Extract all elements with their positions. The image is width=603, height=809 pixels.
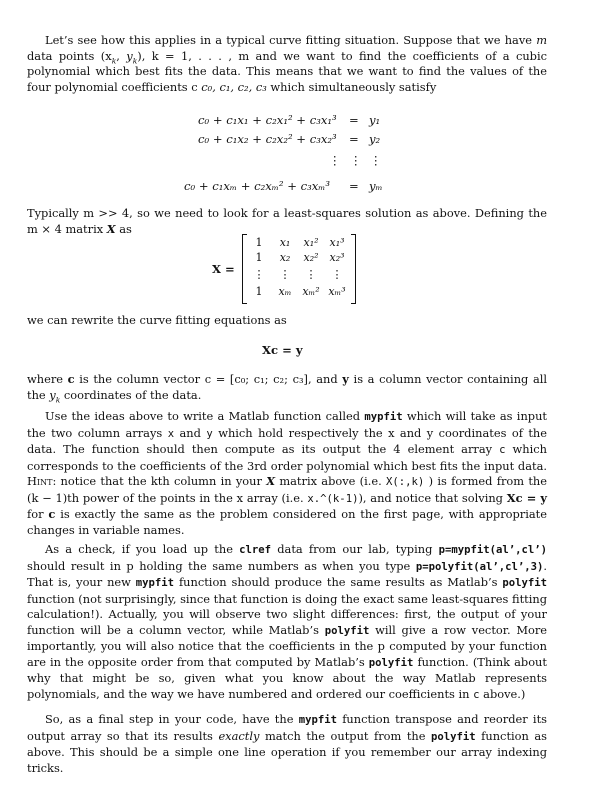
code-polyfit: polyfit <box>324 624 370 637</box>
use-text-5: which corresponds to the coefficients of the 3rd order polynomial which best fits the input data. <box>27 442 547 473</box>
intro-text: Let’s see how this applies in a typical curve fitting situation. Suppose that we have <box>45 33 533 47</box>
code-polyfit: polyfit <box>431 730 476 743</box>
matrix-cell: ⋮ <box>253 268 265 281</box>
intro-paragraph: Let’s see how this applies in a typical curve fitting situation. Suppose that we have m data points ($x_k$, $y_k$), k = 1, . . . , m and we want to find the coefficients of a cubic polynomial which best fits the data. This means that we want to find the values of the four polynomial coefficients c c₀, c₁, c₂, c₃ which simultaneously satisfy <box>27 33 547 94</box>
vdots-eq: ⋮ <box>350 153 362 167</box>
use-text-8: ) is formed from the (k − 1)th power of the points in the x array (i.e. <box>27 474 547 505</box>
where-paragraph: where c is the column vector c = [c₀; c₁; c₂; c₃], and y is a column vector containing all the $y_k$ coordinates of the data. <box>27 372 548 404</box>
matrix-x <box>242 234 356 302</box>
code-y: y <box>206 427 213 440</box>
final-text-4: function as above. This should be a simple one line operation if you remember our array indexing tricks. <box>27 728 547 775</box>
check-text-8: function. (Think about why that might be so, given what you know about the way Matlab represents polynomials, and the way we have numbered and ordered our coefficients in <box>27 654 547 701</box>
where-text-5: coordinates of the data. <box>63 387 202 402</box>
code-mypfit: mypfit <box>298 714 337 726</box>
matrix-cell: 1 <box>255 285 263 298</box>
where-text-3: , and <box>307 372 338 386</box>
final-text-2: function transpose and reorder its output array so that its results <box>27 712 547 743</box>
typically-text: Typically m >> 4, so we need to look for a least-squares solution as above. Defining the m × 4 matrix <box>27 206 547 236</box>
use-text-11: is exactly the same as the problem considered on the first page, with appropriate changes in variable names. <box>27 507 548 537</box>
code-x-pow: x.^(k-1) <box>307 492 359 505</box>
intro-text-3: ), k = 1, . . . , m and we want to find the coefficients of a cubic polynomial which best fits the data. This means that we want to find the values of the four polynomial coefficients c <box>27 48 547 94</box>
where-text-4: is a column vector containing all the <box>27 372 548 402</box>
c-vector: c = [c₀; c₁; c₂; c₃] <box>204 372 308 386</box>
rewrite-paragraph <box>27 313 547 329</box>
use-text-1: Use the ideas above to write a Matlab function called <box>45 409 361 423</box>
matrix-cell: x₁ <box>279 236 291 249</box>
check-text-3: should result in p holding the same numbers as when you type <box>27 558 411 573</box>
coeffs-inline: c₀, c₁, c₂, c₃ <box>201 79 267 94</box>
use-text-10: for <box>27 507 44 521</box>
code-polyfit-call: p=polyfit(al’,cl’,3) <box>415 560 544 573</box>
code-c: c <box>473 688 480 701</box>
equation-xc-y: Xc = y <box>262 343 303 357</box>
code-polyfit: polyfit <box>502 577 548 589</box>
final-paragraph <box>27 712 547 776</box>
vdots-rhs: ⋮ <box>370 153 382 167</box>
where-text-1: where <box>27 372 64 386</box>
matrix-cell: x₂ <box>279 251 291 264</box>
equation-row-1: c₀ + c₁x₁ + c₂x₁² + c₃x₁³ <box>198 113 337 127</box>
equation-row-m: c₀ + c₁xₘ + c₂xₘ² + c₃xₘ³ <box>184 179 331 193</box>
check-text-2: data from our lab, typing <box>277 542 433 556</box>
check-text-7: will give a row vector. More importantly, you will also notice that the coefficients in the p computed by your function are in the opposite order from that computed by Matlab’s <box>27 622 548 669</box>
code-polyfit: polyfit <box>368 656 414 669</box>
use-text-3: and <box>179 425 201 440</box>
check-text-1: As a check, if you load up the <box>45 542 233 556</box>
equals-2: = <box>349 132 359 146</box>
matrix-cell: ⋮ <box>279 268 291 281</box>
code-p-call: p=mypfit(al’,cl’) <box>438 544 548 556</box>
check-text-9: above.) <box>483 686 526 701</box>
xc-inline: Xc = y <box>506 490 547 505</box>
matrix-cell: x₂² <box>303 251 319 264</box>
check-text-4: . That is, your new <box>27 558 547 589</box>
equation-rhs-m: yₘ <box>369 179 383 193</box>
final-exactly: exactly <box>218 728 260 743</box>
check-paragraph <box>27 542 547 703</box>
check-text-6: function (not surprisingly, since that function is doing the exact same least-squares fitting calculation!). Actually, you will observe two slight differences: first, the output of your function will be a column vector, while Matlab’s <box>27 591 547 637</box>
equation-rhs-1: y₁ <box>369 113 381 127</box>
matrix-cell: xₘ <box>278 285 292 298</box>
use-text-7: matrix above (i.e. <box>279 474 382 488</box>
matrix-cell: x₂³ <box>329 251 345 264</box>
matrix-cell: x₁³ <box>329 236 345 249</box>
matrix-cell: 1 <box>255 251 263 264</box>
code-x: x <box>167 427 175 440</box>
where-text-2: is the column vector <box>79 372 201 386</box>
code-x-col: X(:,k) <box>386 476 425 488</box>
typically-end: as <box>119 221 132 236</box>
equation-row-2: c₀ + c₁x₂ + c₂x₂² + c₃x₂³ <box>198 132 337 146</box>
typically-paragraph: Typically m >> 4, so we need to look for a least-squares solution as above. Defining the m × 4 matrix X as <box>27 206 547 236</box>
use-text-2: which will take as input the two column arrays <box>27 409 547 440</box>
matrix-label: X = <box>212 262 235 276</box>
code-c: c <box>499 444 506 456</box>
use-text-9: ), and notice that solving <box>358 490 503 505</box>
final-text-3: match the output from the <box>264 728 426 743</box>
equation-rhs-2: y₂ <box>369 132 381 146</box>
matrix-right-bracket <box>351 234 356 304</box>
code-mypfit: mypfit <box>364 411 403 423</box>
intro-text-2: data points (x <box>27 48 112 63</box>
hint-label: Hint <box>27 474 53 488</box>
matrix-cell: ⋮ <box>331 268 343 281</box>
equals-1: = <box>349 113 359 127</box>
equals-m: = <box>349 179 359 193</box>
rewrite-text: we can rewrite the curve fitting equations as <box>27 313 287 327</box>
use-text-4: which hold respectively the x and y coordinates of the data. The function should then compute as its output the 4 element array <box>27 425 548 456</box>
matrix-cell: 1 <box>255 236 263 249</box>
code-mypfit: mypfit <box>135 577 175 589</box>
matrix-cell: xₘ² <box>302 285 320 298</box>
code-clref: clref <box>239 544 272 556</box>
use-text-6: : notice that the kth column in your <box>52 474 262 488</box>
matrix-cell: x₁² <box>303 236 319 249</box>
final-text-1: So, as a final step in your code, have the <box>45 712 294 726</box>
matrix-cell: ⋮ <box>305 268 317 281</box>
vdots-lhs: ⋮ <box>329 153 341 167</box>
use-paragraph: Use the ideas above to write a Matlab function called mypfit which will take as input the two column arrays x and y which hold respectively the x and y coordinates of the data. The function should then compute as its output the 4 element array c which corresponds to the coefficients of the 3rd order polynomial which best fits the input data. Hint: notice that the kth column in your X matrix above (i.e. X(:,k) ) is formed from the (k − 1)th power of the points in the x array (i.e. x.^(k-1)), and notice that solving Xc = y for c is exactly the same as the problem considered on the first page, with appropriate changes in variable names. <box>27 409 548 537</box>
intro-text-4: which simultaneously satisfy <box>266 79 437 94</box>
check-text-5: function should produce the same results as Matlab’s <box>178 575 498 589</box>
matrix-cell: xₘ³ <box>328 285 346 298</box>
